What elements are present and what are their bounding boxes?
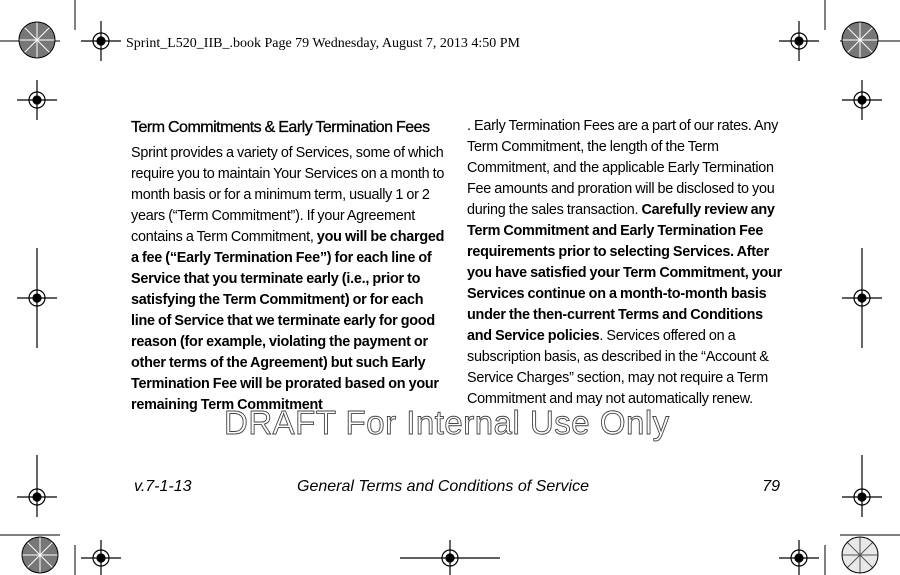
registration-mark-top-right bbox=[779, 21, 819, 61]
starburst-mark-bottom-left bbox=[22, 537, 58, 573]
footer-version: v.7-1-13 bbox=[134, 478, 192, 495]
left-paragraph bbox=[131, 143, 449, 416]
registration-mark-left-lower bbox=[17, 455, 57, 517]
registration-mark-left-middle bbox=[17, 248, 57, 348]
registration-mark-right-middle bbox=[842, 248, 882, 348]
right-column bbox=[467, 116, 787, 410]
section-heading: Term Commitments & Early Termination Fees bbox=[131, 119, 430, 136]
left-plain-text: Sprint provides a variety of Services, some of which require you to maintain Your Services on a month to month basis or for a minimum term, usually 1 or 2 years (“Term Commitment”). If your Agreement contains a Term Commitment, bbox=[131, 145, 445, 245]
registration-mark-bottom-center bbox=[400, 540, 500, 575]
left-column bbox=[131, 117, 449, 416]
page-footer bbox=[134, 478, 780, 498]
starburst-mark-top-left bbox=[19, 22, 55, 58]
left-bold-text: you will be charged a fee (“Early Termination Fee”) for each line of Service that you terminate early (i.e., prior to satisfying the Term Commitment) or for each line of Service that we terminate early for good reason (for example, violating the payment or other terms of the Agreement) but such Early Termination Fee will be prorated based on your remaining Term Commitment bbox=[131, 229, 445, 413]
registration-mark-right-lower bbox=[842, 455, 882, 517]
page-number: 79 bbox=[762, 478, 780, 495]
registration-mark-right-upper bbox=[842, 80, 882, 120]
registration-mark-bottom-right bbox=[779, 540, 819, 575]
starburst-mark-bottom-right bbox=[842, 537, 878, 573]
registration-mark-top-left bbox=[81, 21, 121, 61]
draft-watermark: DRAFT For Internal Use Only bbox=[224, 404, 670, 441]
right-plain-text-1: . Early Termination Fees are a part of our rates. Any Term Commitment, the length of the Term Commitment, and the applicable Early Termination Fee amounts and proration will be disclosed to you during the sales transaction. bbox=[467, 118, 779, 218]
book-info-header: Sprint_L520_IIB_.book Page 79 Wednesday, August 7, 2013 4:50 PM bbox=[126, 36, 520, 51]
registration-mark-left-upper bbox=[17, 80, 57, 120]
registration-mark-bottom-left bbox=[81, 540, 121, 575]
right-paragraph bbox=[467, 116, 787, 410]
right-bold-text: Carefully review any Term Commitment and Early Termination Fee requirements prior to selecting Services. After you have satisfied your Term Commitment, your Services continue on a month-to-month basis under the then-current Terms and Conditions and Service policies bbox=[467, 202, 782, 344]
footer-title: General Terms and Conditions of Service bbox=[297, 478, 589, 495]
starburst-mark-top-right bbox=[842, 22, 878, 58]
right-plain-text-2: . Services offered on a subscription basis, as described in the “Account & Service Charges” section, may not require a Term Commitment and may not automatically renew. bbox=[467, 328, 769, 407]
